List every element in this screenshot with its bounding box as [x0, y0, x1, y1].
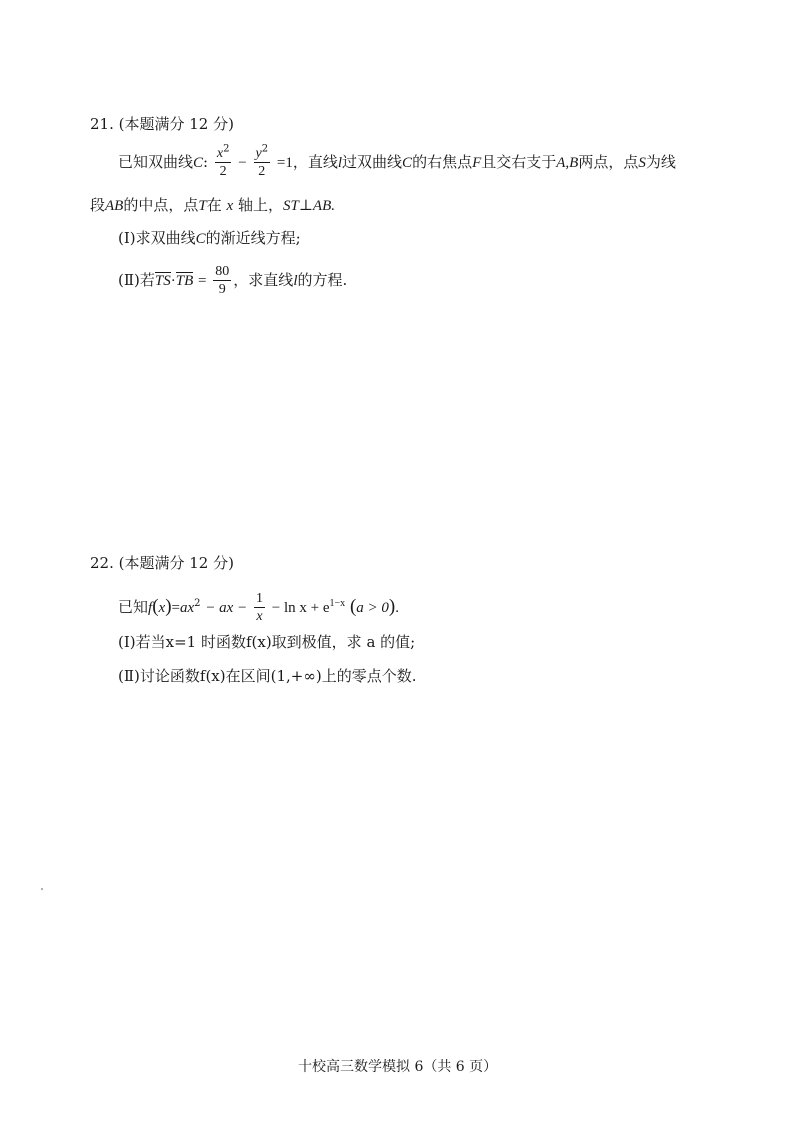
q21-part1 — [118, 231, 301, 247]
q21-var-x: x — [216, 146, 224, 161]
q22-stem-prefix: 已知 — [118, 597, 149, 616]
q21-header: 21. (本题满分 12 分) — [90, 115, 234, 133]
q21-var-l: l — [337, 154, 343, 171]
q21-perp: ⊥ — [298, 198, 313, 214]
q21-fraction-80-over-9 — [213, 264, 231, 298]
q21-text-intersect: 且交右支于 — [481, 152, 557, 171]
q21-part2-end: ，求直线 — [233, 270, 294, 289]
q21-var-t: T — [198, 198, 207, 214]
q21-text-axis: 轴上， — [237, 196, 283, 214]
q21-part2-tail: 的方程. — [297, 270, 348, 289]
q21-segment-ab-end: AB. — [312, 198, 335, 214]
q22-condition: a > 0 — [356, 599, 389, 616]
q21-colon: : — [203, 152, 209, 171]
q21-fraction-y2-over-2 — [254, 143, 271, 180]
q21-curve-c-2: C — [402, 154, 413, 171]
q21-stem-prefix: 已知双曲线 — [118, 152, 194, 171]
q21-part1-label: (Ⅰ)求双曲线 — [118, 229, 196, 247]
q22-equals: = — [171, 599, 180, 616]
q22-den-x: x — [256, 609, 263, 625]
q22-term-ax: ax — [179, 599, 195, 616]
q21-var-s: S — [638, 154, 646, 171]
q22-num-1: 1 — [254, 591, 265, 608]
q21-vector-ts: TS — [154, 272, 171, 289]
q22-stem — [118, 591, 399, 625]
q21-fraction-x2-over-2 — [215, 143, 232, 180]
q22-part2: (Ⅱ)讨论函数f(x)在区间(1,+∞)上的零点个数. — [118, 667, 417, 685]
q21-exp-x: 2 — [223, 143, 230, 155]
q21-curve-c: C — [193, 154, 204, 171]
q21-text-through: 过双曲线 — [342, 152, 403, 171]
q22-exp-1-minus-x: 1−x — [329, 597, 346, 609]
q22-var-x: x — [158, 599, 166, 616]
q21-den-x: 2 — [219, 164, 227, 180]
q21-curve-c-3: C — [195, 231, 206, 247]
q21-text-line: ，直线 — [292, 152, 338, 171]
q21-part1-end: 的渐近线方程; — [205, 229, 301, 247]
q21-dot-product: · — [170, 272, 176, 289]
q21-var-y: y — [255, 146, 262, 161]
q21-var-x-axis: x — [226, 198, 234, 214]
q21-text-points: 两点，点 — [578, 152, 639, 171]
q21-points-ab: A,B — [556, 154, 579, 171]
q21-text-midpoint: 的中点，点 — [123, 196, 199, 214]
q21-stem-line1 — [118, 143, 676, 180]
page-footer: 十校高三数学模拟 6（共 6 页） — [298, 1059, 498, 1075]
q21-minus: − — [238, 154, 247, 171]
q22-func-f: f — [148, 599, 153, 616]
q21-num-80: 80 — [213, 264, 231, 281]
q21-part2-label: (Ⅱ)若 — [118, 270, 155, 289]
q21-equals: = — [198, 272, 207, 289]
scan-speck — [41, 888, 43, 890]
q21-text-wei: 为线 — [645, 152, 676, 171]
q21-exp-y: 2 — [261, 143, 269, 155]
q22-period: . — [395, 599, 399, 616]
q21-segment-st: ST — [282, 198, 299, 214]
q21-den-y: 2 — [258, 164, 266, 180]
q22-lparen: ( — [152, 595, 159, 617]
q22-cond-lparen: ( — [349, 595, 357, 617]
q21-vector-tb: TB — [175, 272, 194, 289]
q21-var-l-2: l — [293, 272, 298, 289]
q21-var-f: F — [472, 154, 482, 171]
q21-part2 — [118, 264, 347, 298]
q21-stem-line2 — [90, 198, 335, 214]
q22-cond-rparen: ) — [388, 595, 396, 617]
q22-exp-2: 2 — [194, 597, 201, 609]
q21-text-focus: 的右焦点 — [412, 152, 473, 171]
q22-header: 22. (本题满分 12 分) — [90, 554, 234, 572]
q21-text-zai: 在 — [206, 196, 222, 214]
q22-part1: (Ⅰ)若当x=1 时函数f(x)取到极值，求 a 的值; — [118, 633, 416, 651]
q22-fraction-1-over-x — [254, 591, 265, 625]
q22-ln-term: − ln x + e — [271, 599, 330, 616]
q21-den-9: 9 — [218, 282, 226, 298]
q21-segment-ab: AB — [105, 198, 124, 214]
q21-text-duan: 段 — [90, 196, 106, 214]
q22-term-minus-ax: − ax − — [205, 599, 248, 616]
q21-equals-one: =1 — [276, 154, 293, 171]
q22-rparen: ) — [165, 595, 172, 617]
